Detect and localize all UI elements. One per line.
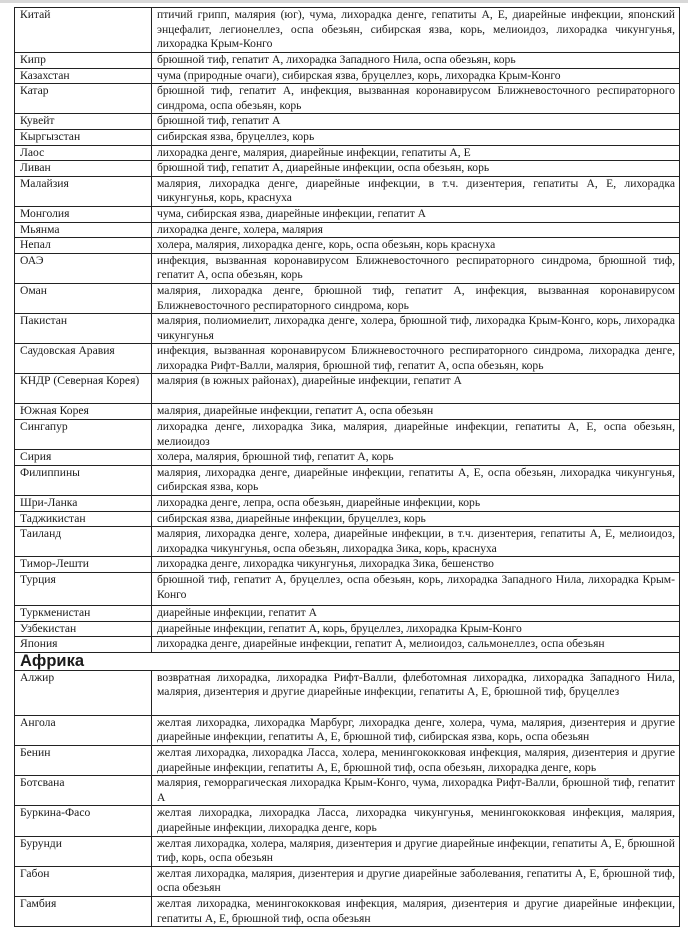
diseases-cell: холера, малярия, лихорадка денге, корь, оспа обезьян, корь краснуха	[152, 238, 680, 254]
diseases-cell: холера, малярия, брюшной тиф, гепатит А, корь	[152, 450, 680, 466]
diseases-cell: инфекция, вызванная коронавирусом Ближневосточного респираторного синдрома, брюшной тиф, гепатит А, оспа обезьян, корь	[152, 253, 680, 283]
table-row	[15, 344, 680, 374]
diseases-cell: желтая лихорадка, лихорадка Ласса, холера, менингококковая инфекция, малярия, дизентерия и другие диарейные инфекции, гепатиты А, Е, брюшной тиф, оспа обезьян, лихорадка денге, корь	[152, 745, 680, 775]
diseases-cell: лихорадка денге, лихорадка чикунгунья, лихорадка Зика, бешенство	[152, 557, 680, 573]
diseases-cell: брюшной тиф, гепатит А, бруцеллез, оспа обезьян, корь, лихорадка Западного Нила, лихорадка Крым-Конго	[152, 573, 680, 606]
table-row	[15, 374, 680, 404]
table-row	[15, 776, 680, 806]
country-cell: Кувейт	[15, 114, 152, 130]
diseases-cell: желтая лихорадка, лихорадка Ласса, лихорадка чикунгунья, менингококковая инфекция, малярия, диарейные инфекции, лихорадка денге, корь	[152, 806, 680, 836]
diseases-cell: возвратная лихорадка, лихорадка Рифт-Валли, флеботомная лихорадка, лихорадка Западного Нила, малярия, дизентерия и другие диарейные инфекции, гепатиты А, Е, брюшной тиф, бруцеллез	[152, 670, 680, 715]
country-cell: Кипр	[15, 53, 152, 69]
diseases-cell: брюшной тиф, гепатит А, диарейные инфекции, оспа обезьян, корь	[152, 161, 680, 177]
diseases-cell: лихорадка денге, холера, малярия	[152, 222, 680, 238]
table-row	[15, 557, 680, 573]
country-cell: Габон	[15, 866, 152, 896]
table-row	[15, 637, 680, 653]
country-cell: Узбекистан	[15, 621, 152, 637]
table-row	[15, 404, 680, 420]
country-cell: Сирия	[15, 450, 152, 466]
table-row	[15, 715, 680, 745]
table-row	[15, 496, 680, 512]
country-cell: Ливан	[15, 161, 152, 177]
diseases-cell: малярия, лихорадка денге, диарейные инфекции, гепатиты А, Е, оспа обезьян, лихорадка чикунгунья, сибирская язва, корь	[152, 465, 680, 495]
diseases-cell: малярия, геморрагическая лихорадка Крым-Конго, чума, лихорадка Рифт-Валли, брюшной тиф, гепатит А	[152, 776, 680, 806]
diseases-cell: лихорадка денге, лихорадка Зика, малярия, диарейные инфекции, гепатиты А, Е, оспа обезьян, мелиоидоз	[152, 420, 680, 450]
table-row	[15, 176, 680, 206]
diseases-cell: лихорадка денге, диарейные инфекции, гепатит А, мелиоидоз, сальмонеллез, оспа обезьян	[152, 637, 680, 653]
table-row	[15, 573, 680, 606]
table-row	[15, 745, 680, 775]
country-cell: Катар	[15, 84, 152, 114]
table-row	[15, 866, 680, 896]
table-row	[15, 161, 680, 177]
country-cell: Ангола	[15, 715, 152, 745]
table-row	[15, 527, 680, 557]
table-row	[15, 621, 680, 637]
country-cell: Кыргызстан	[15, 129, 152, 145]
diseases-cell: брюшной тиф, гепатит А	[152, 114, 680, 130]
country-cell: Оман	[15, 283, 152, 313]
table-row	[15, 129, 680, 145]
table-row	[15, 145, 680, 161]
diseases-cell: лихорадка денге, лепра, оспа обезьян, диарейные инфекции, корь	[152, 496, 680, 512]
diseases-cell: малярия, лихорадка денге, брюшной тиф, гепатит А, инфекция, вызванная коронавирусом Ближневосточного респираторного синдрома, корь	[152, 283, 680, 313]
diseases-cell: брюшной тиф, гепатит А, инфекция, вызванная коронавирусом Ближневосточного респираторного синдрома, оспа обезьян, корь	[152, 84, 680, 114]
country-cell: Таиланд	[15, 527, 152, 557]
table-row	[15, 253, 680, 283]
country-cell: Бенин	[15, 745, 152, 775]
table-row	[15, 606, 680, 622]
table-row	[15, 84, 680, 114]
page-top-edge	[0, 0, 688, 3]
diseases-cell: чума, сибирская язва, диарейные инфекции, гепатит А	[152, 206, 680, 222]
country-cell: Лаос	[15, 145, 152, 161]
diseases-cell: брюшной тиф, гепатит А, лихорадка Западного Нила, оспа обезьян, корь	[152, 53, 680, 69]
disease-table-body	[15, 8, 680, 927]
diseases-cell: птичий грипп, малярия (юг), чума, лихорадка денге, гепатиты А, Е, диарейные инфекции, японский энцефалит, легионеллез, оспа обезьян, сибирская язва, корь, мелиоидоз, лихорадка чикунгунья, лихорадка Крым-Конго	[152, 8, 680, 53]
country-cell: Бурунди	[15, 836, 152, 866]
country-cell: Ботсвана	[15, 776, 152, 806]
country-cell: Буркина-Фасо	[15, 806, 152, 836]
country-cell: Мьянма	[15, 222, 152, 238]
diseases-cell: малярия, лихорадка денге, холера, диарейные инфекции, в т.ч. дизентерия, гепатиты А, Е, мелиоидоз, лихорадка чикунгунья, оспа обезьян, лихорадка Зика, корь, краснуха	[152, 527, 680, 557]
country-cell: Турция	[15, 573, 152, 606]
country-cell: Малайзия	[15, 176, 152, 206]
table-row	[15, 206, 680, 222]
diseases-cell: желтая лихорадка, менингококковая инфекция, малярия, дизентерия и другие диарейные инфекции, гепатиты А, Е, брюшной тиф, оспа обезьян	[152, 896, 680, 926]
table-row	[15, 420, 680, 450]
diseases-cell: желтая лихорадка, малярия, дизентерия и другие диарейные заболевания, гепатиты А, Е, брюшной тиф, оспа обезьян	[152, 866, 680, 896]
region-title: Африка	[15, 652, 680, 670]
table-row	[15, 283, 680, 313]
diseases-cell: желтая лихорадка, холера, малярия, дизентерия и другие диарейные инфекции, гепатиты А, Е, брюшной тиф, корь, оспа обезьян	[152, 836, 680, 866]
table-row	[15, 806, 680, 836]
table-row	[15, 465, 680, 495]
country-cell: Таджикистан	[15, 511, 152, 527]
diseases-cell: малярия, диарейные инфекции, гепатит А, оспа обезьян	[152, 404, 680, 420]
diseases-cell: малярия, лихорадка денге, диарейные инфекции, в т.ч. дизентерия, гепатиты А, Е, лихорадка чикунгунья, корь, краснуха	[152, 176, 680, 206]
diseases-cell: малярия (в южных районах), диарейные инфекции, гепатит А	[152, 374, 680, 404]
country-cell: Пакистан	[15, 314, 152, 344]
diseases-cell: диарейные инфекции, гепатит А, корь, бруцеллез, лихорадка Крым-Конго	[152, 621, 680, 637]
country-cell: Саудовская Аравия	[15, 344, 152, 374]
table-row	[15, 238, 680, 254]
table-row	[15, 836, 680, 866]
country-cell: Тимор-Лешти	[15, 557, 152, 573]
country-cell: Казахстан	[15, 68, 152, 84]
country-cell: Япония	[15, 637, 152, 653]
table-row	[15, 896, 680, 926]
table-row	[15, 68, 680, 84]
diseases-cell: лихорадка денге, малярия, диарейные инфекции, гепатиты А, Е	[152, 145, 680, 161]
table-row	[15, 222, 680, 238]
diseases-cell: желтая лихорадка, лихорадка Марбург, лихорадка денге, холера, чума, малярия, дизентерия и другие диарейные инфекции, гепатиты А, Е, брюшной тиф, сибирская язва, корь, оспа обезьян	[152, 715, 680, 745]
country-cell: Сингапур	[15, 420, 152, 450]
country-cell: Китай	[15, 8, 152, 53]
country-cell: Монголия	[15, 206, 152, 222]
country-cell: Алжир	[15, 670, 152, 715]
table-row	[15, 53, 680, 69]
country-cell: Южная Корея	[15, 404, 152, 420]
country-cell: Шри-Ланка	[15, 496, 152, 512]
country-cell: Непал	[15, 238, 152, 254]
table-row	[15, 8, 680, 53]
table-row	[15, 314, 680, 344]
diseases-cell: малярия, полиомиелит, лихорадка денге, холера, брюшной тиф, лихорадка Крым-Конго, корь, лихорадка чикунгунья	[152, 314, 680, 344]
table-row	[15, 670, 680, 715]
diseases-cell: диарейные инфекции, гепатит А	[152, 606, 680, 622]
country-cell: Филиппины	[15, 465, 152, 495]
country-cell: Туркменистан	[15, 606, 152, 622]
diseases-cell: сибирская язва, бруцеллез, корь	[152, 129, 680, 145]
diseases-cell: инфекция, вызванная коронавирусом Ближневосточного респираторного синдрома, лихорадка денге, лихорадка Рифт-Валли, малярия, брюшной тиф, гепатит А, оспа обезьян, корь	[152, 344, 680, 374]
country-cell: КНДР (Северная Корея)	[15, 374, 152, 404]
table-row	[15, 511, 680, 527]
country-cell: ОАЭ	[15, 253, 152, 283]
table-row	[15, 450, 680, 466]
diseases-cell: сибирская язва, диарейные инфекции, бруцеллез, корь	[152, 511, 680, 527]
diseases-cell: чума (природные очаги), сибирская язва, бруцеллез, корь, лихорадка Крым-Конго	[152, 68, 680, 84]
disease-table	[14, 7, 680, 927]
table-row	[15, 114, 680, 130]
country-cell: Гамбия	[15, 896, 152, 926]
region-header-row	[15, 652, 680, 670]
